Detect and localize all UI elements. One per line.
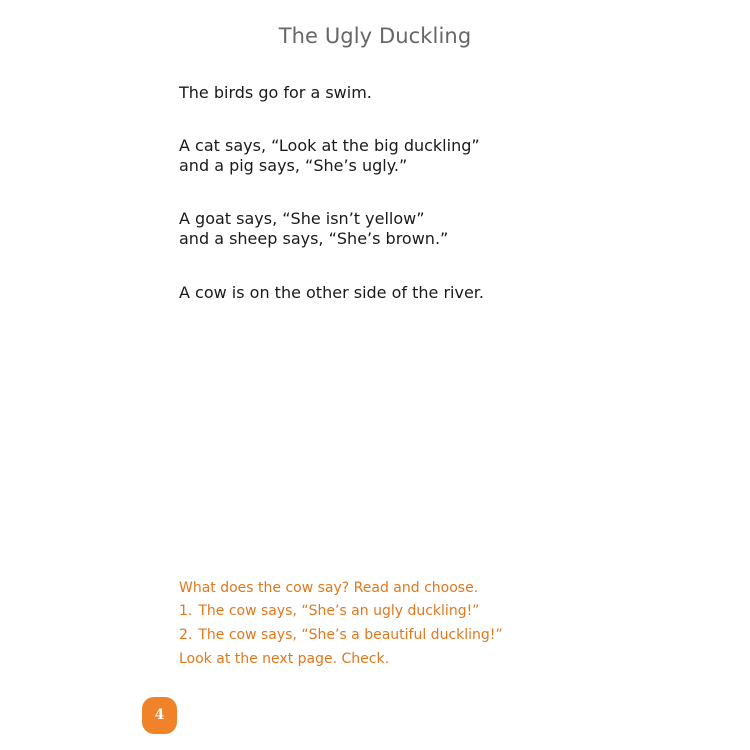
page-number-badge: 4 [142,697,177,734]
option-number: 2. [179,627,193,643]
option-text: The cow says, “She’s a beautiful duckling!” [198,627,503,643]
option-number: 1. [179,603,193,619]
story-line: and a pig says, “She’s ugly.” [179,156,408,175]
answer-option-2 [179,625,503,645]
story-line: The birds go for a swim. [179,83,372,102]
story-paragraph [179,83,372,103]
activity-prompt: What does the cow say? Read and choose. [179,580,479,596]
page-title: The Ugly Duckling [278,24,472,48]
answer-option-1 [179,601,479,621]
story-line: and a sheep says, “She’s brown.” [179,229,449,248]
story-line: A cat says, “Look at the big duckling” [179,136,480,155]
story-line: A goat says, “She isn’t yellow” [179,209,425,228]
option-text: The cow says, “She’s an ugly duckling!” [198,603,480,619]
story-paragraph [179,209,448,249]
story-paragraph [179,136,480,176]
story-line: A cow is on the other side of the river. [179,283,484,302]
activity-instruction: Look at the next page. Check. [179,651,390,667]
story-paragraph [179,283,484,303]
